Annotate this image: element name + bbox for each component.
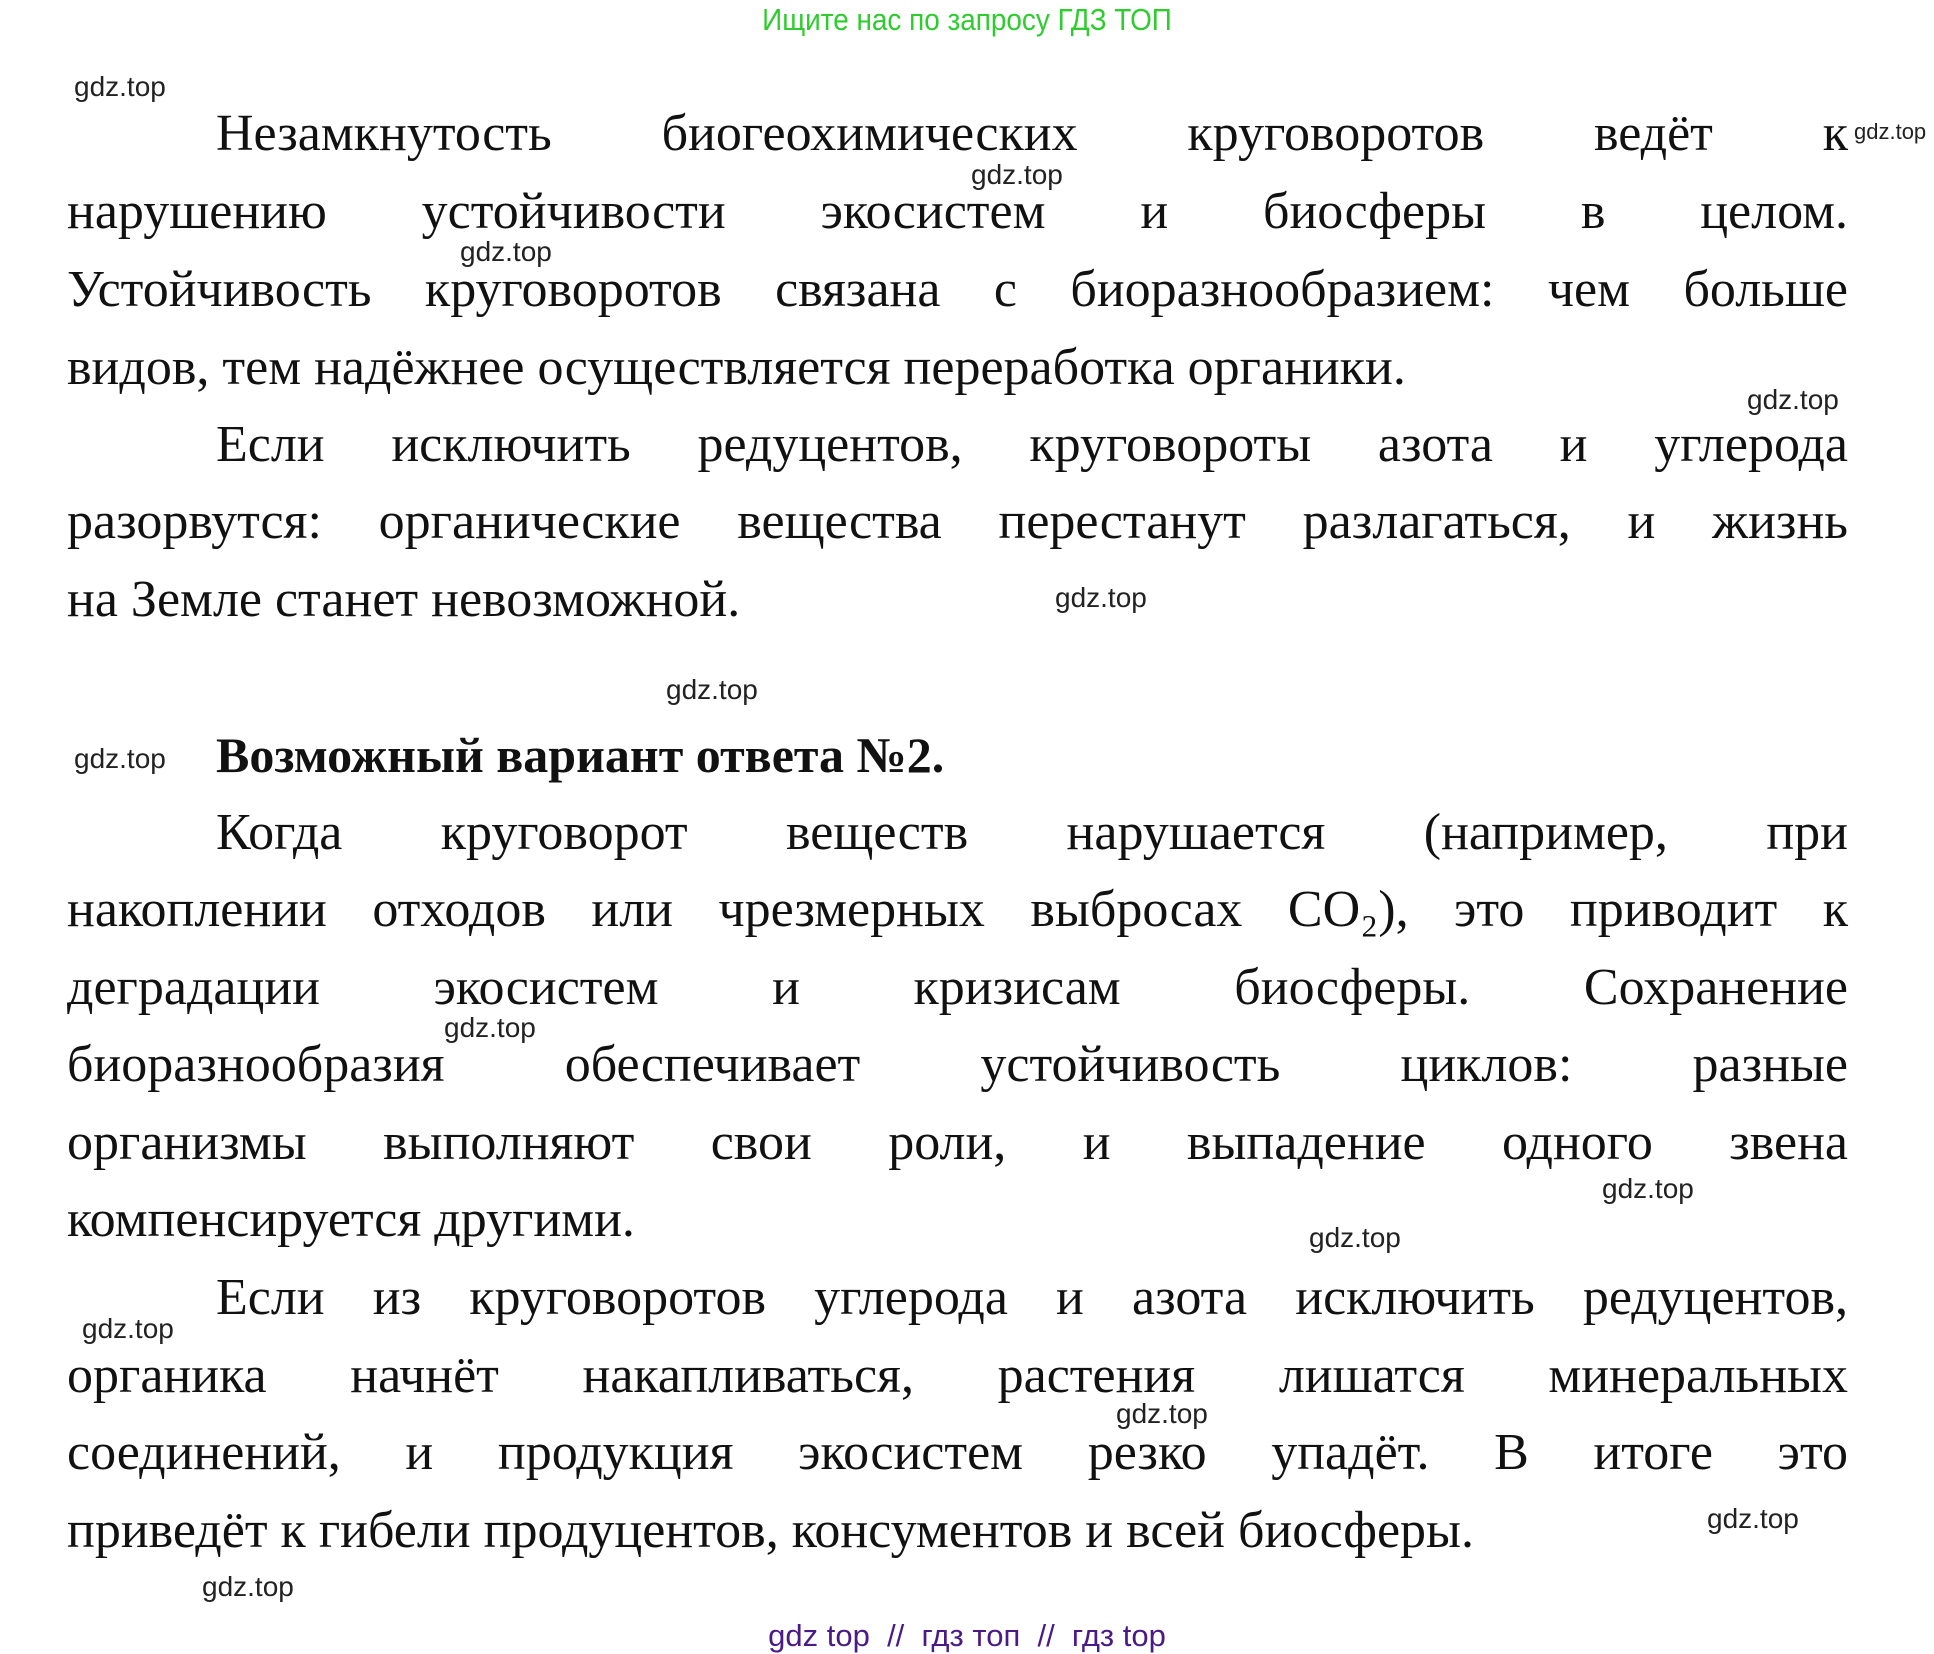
paragraph-line: Когда круговорот веществ нарушается (например, при xyxy=(216,804,1848,861)
gdz-watermark: gdz.top xyxy=(1602,1173,1694,1204)
paragraph-line: Если исключить редуцентов, круговороты азота и углерода xyxy=(216,416,1848,473)
gdz-watermark: gdz.top xyxy=(666,674,758,705)
answer-variant-heading: Возможный вариант ответа №2. xyxy=(216,727,945,783)
paragraph-line: соединений, и продукция экосистем резко упадёт. В итоге это xyxy=(67,1424,1848,1481)
search-hint-header: Ищите нас по запросу ГДЗ ТОП xyxy=(762,2,1172,37)
gdz-watermark: gdz.top xyxy=(460,236,552,267)
paragraph-line: организмы выполняют свои роли, и выпадение одного звена xyxy=(67,1114,1848,1171)
paragraph-line: компенсируется другими. xyxy=(67,1191,635,1248)
paragraph-line: органика начнёт накапливаться, растения лишатся минеральных xyxy=(67,1347,1848,1404)
paragraph-line: на Земле станет невозможной. xyxy=(67,571,741,628)
gdz-watermark: gdz.top xyxy=(1309,1222,1401,1253)
gdz-watermark: gdz.top xyxy=(202,1571,294,1602)
paragraph-line: биоразнообразия обеспечивает устойчивость циклов: разные xyxy=(67,1036,1848,1093)
paragraph-line: Устойчивость круговоротов связана с биоразнообразием: чем больше xyxy=(67,261,1848,318)
gdz-watermark: gdz.top xyxy=(1747,384,1839,415)
gdz-watermark: gdz.top xyxy=(1707,1503,1799,1534)
gdz-watermark: gdz.top xyxy=(444,1012,536,1043)
paragraph-line: разорвутся: органические вещества перестанут разлагаться, и жизнь xyxy=(67,493,1848,550)
paragraph-line: видов, тем надёжнее осуществляется переработка органики. xyxy=(67,339,1406,396)
gdz-watermark: gdz.top xyxy=(1055,582,1147,613)
gdz-watermark: gdz.top xyxy=(1116,1398,1208,1429)
paragraph-line: приведёт к гибели продуцентов, консументов и всей биосферы. xyxy=(67,1502,1474,1559)
paragraph-line: Если из круговоротов углерода и азота исключить редуцентов, xyxy=(216,1269,1848,1326)
paragraph-line: нарушению устойчивости экосистем и биосферы в целом. xyxy=(67,183,1848,240)
gdz-watermark: gdz.top xyxy=(74,743,166,774)
paragraph-line: накоплении отходов или чрезмерных выбросах CO₂), это приводит к xyxy=(67,881,1848,938)
footer-watermark: gdz top // гдз топ // гдз top xyxy=(768,1618,1166,1653)
paragraph-line: Незамкнутость биогеохимических круговоротов ведёт к xyxy=(216,105,1848,162)
gdz-watermark: gdz.top xyxy=(1854,119,1927,144)
paragraph-line: деградации экосистем и кризисам биосферы. Сохранение xyxy=(67,959,1848,1016)
gdz-watermark: gdz.top xyxy=(74,71,166,102)
gdz-watermark: gdz.top xyxy=(971,159,1063,190)
gdz-watermark: gdz.top xyxy=(82,1313,174,1344)
